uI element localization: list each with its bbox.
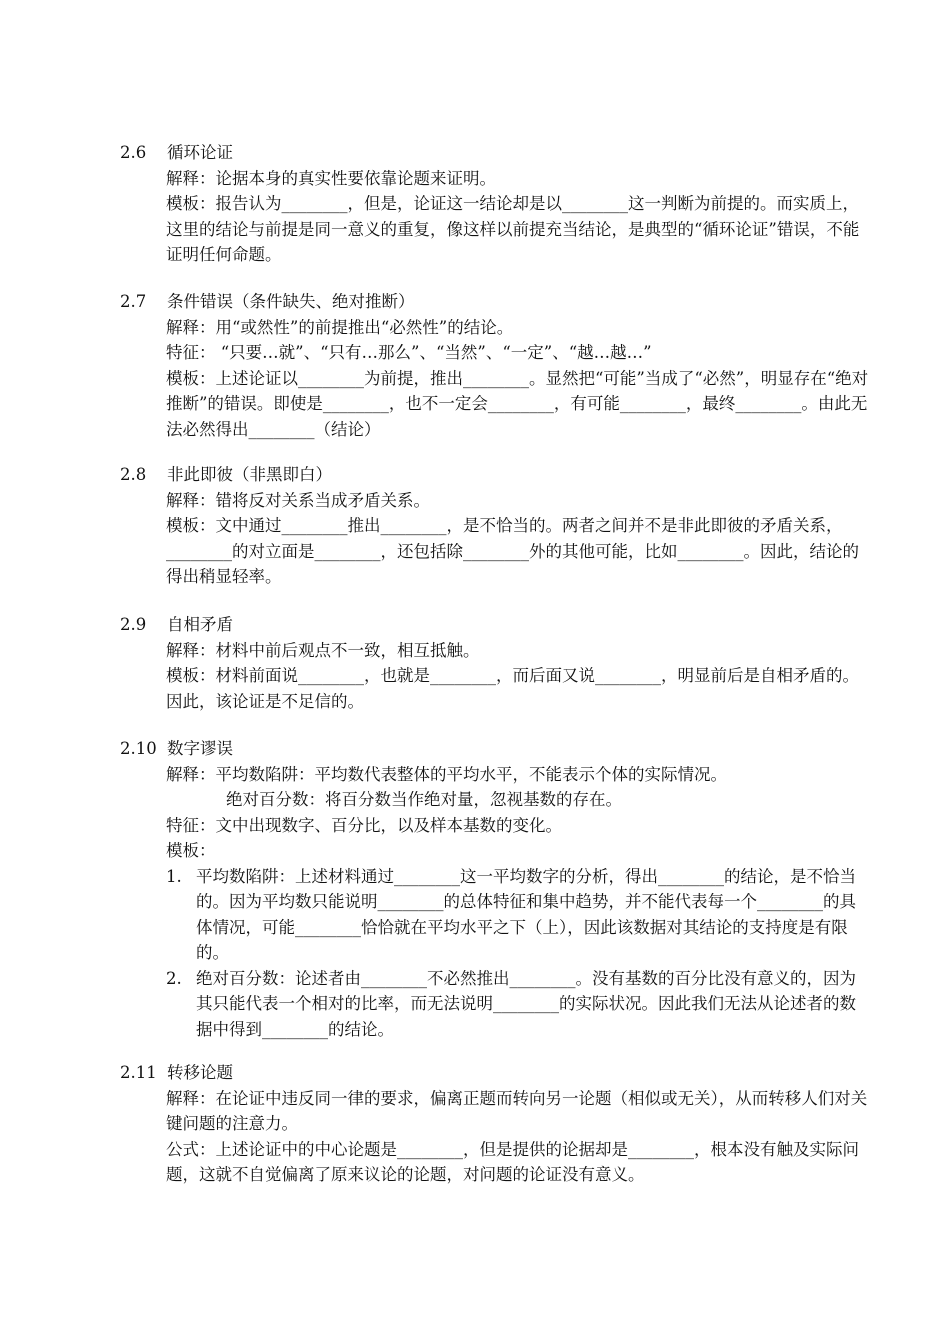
explanation-text: 解释：在论证中违反同一律的要求，偏离正题而转向另一论题（相似或无关），从而转移人们对关键问题的注意力。 [166, 1088, 868, 1133]
section-title: 条件错误（条件缺失、绝对推断） [167, 292, 415, 311]
section-body [166, 488, 870, 590]
section-number: 2.11 [120, 1063, 157, 1082]
template-text: 模板：上述论证以________为前提，推出________。显然把“可能”当成了“必然”，明显存在“绝对推断”的错误。即使是________，也不一定会________，有可能________，最终________。由此无法必然得出________（结论） [166, 368, 869, 439]
section-title: 转移论题 [167, 1063, 233, 1082]
formula-text: 公式：上述论证中的中心论题是________，但是提供的论据却是________，根本没有触及实际问题，这就不自觉偏离了原来议论的论题，对问题的论证没有意义。 [166, 1139, 859, 1184]
section-body [166, 762, 870, 1043]
section-number: 2.7 [120, 292, 147, 311]
section-heading [120, 612, 870, 638]
section-number: 2.8 [120, 465, 147, 484]
template-text: 模板：报告认为________，但是，论证这一结论却是以________这一判断为前提的。而实质上，这里的结论与前提是同一意义的重复，像这样以前提充当结论，是典型的“循环论证”错误，不能证明任何命题。 [166, 194, 860, 264]
section-number: 2.10 [120, 739, 157, 758]
explanation-text-secondary: 绝对百分数：将百分数当作绝对量，忽视基数的存在。 [226, 790, 622, 809]
section-2-10 [120, 736, 870, 1042]
feature-text: 特征： “只要…就”、“只有…那么”、“当然”、“一定”、“越…越…” [166, 343, 652, 362]
section-heading [120, 462, 870, 488]
explanation-text: 解释：错将反对关系当成矛盾关系。 [166, 490, 430, 510]
list-item-number: 1. [166, 866, 182, 886]
explanation-text: 解释：平均数陷阱：平均数代表整体的平均水平，不能表示个体的实际情况。 [166, 764, 727, 784]
template-text: 模板：材料前面说________，也就是________，而后面又说________，明显前后是自相矛盾的。因此，该论证是不足信的。 [166, 666, 859, 711]
section-2-7 [120, 289, 870, 442]
section-number: 2.6 [120, 143, 147, 162]
feature-text: 特征：文中出现数字、百分比，以及样本基数的变化。 [166, 815, 562, 835]
template-text: 模板：文中通过________推出________，是不恰当的。两者之间并不是非此即彼的矛盾关系，________的对立面是________，还包括除________外的其他可能，比如________。因此，结论的得出稍显轻率。 [166, 516, 859, 586]
section-heading [120, 140, 870, 166]
list-item [166, 966, 870, 1043]
list-item-text: 绝对百分数：论述者由________不必然推出________。没有基数的百分比没有意义的，因为其只能代表一个相对的比率，而无法说明________的实际状况。因此我们无法从论述者的数据中得到________的结论。 [196, 968, 856, 1039]
section-body [166, 638, 870, 715]
section-number: 2.9 [120, 615, 147, 634]
section-2-8 [120, 462, 870, 590]
explanation-text: 解释：论据本身的真实性要依靠论题来证明。 [166, 168, 496, 188]
section-title: 非此即彼（非黑即白） [167, 465, 332, 484]
list-item-number: 2. [166, 968, 182, 988]
section-title: 自相矛盾 [167, 615, 233, 634]
section-body [166, 166, 870, 268]
explanation-text: 解释：用“或然性”的前提推出“必然性”的结论。 [166, 317, 514, 337]
list-item-text: 平均数陷阱：上述材料通过________这一平均数字的分析，得出________的结论，是不恰当的。因为平均数只能说明________的总体特征和集中趋势，并不能代表每一个________的具体情况，可能________恰恰就在平均水平之下（上），因此该数据对其结论的支持度是有限的。 [196, 866, 856, 962]
section-body [166, 315, 870, 443]
section-heading [120, 736, 870, 762]
list-item [166, 864, 870, 966]
section-heading [120, 1060, 870, 1086]
section-title: 数字谬误 [167, 739, 233, 758]
section-heading [120, 289, 870, 315]
section-body [166, 1086, 870, 1188]
template-label: 模板： [166, 841, 216, 860]
section-2-6 [120, 140, 870, 268]
section-2-9 [120, 612, 870, 714]
explanation-text: 解释：材料中前后观点不一致，相互抵触。 [166, 640, 480, 660]
section-2-11 [120, 1060, 870, 1188]
section-title: 循环论证 [167, 143, 233, 162]
